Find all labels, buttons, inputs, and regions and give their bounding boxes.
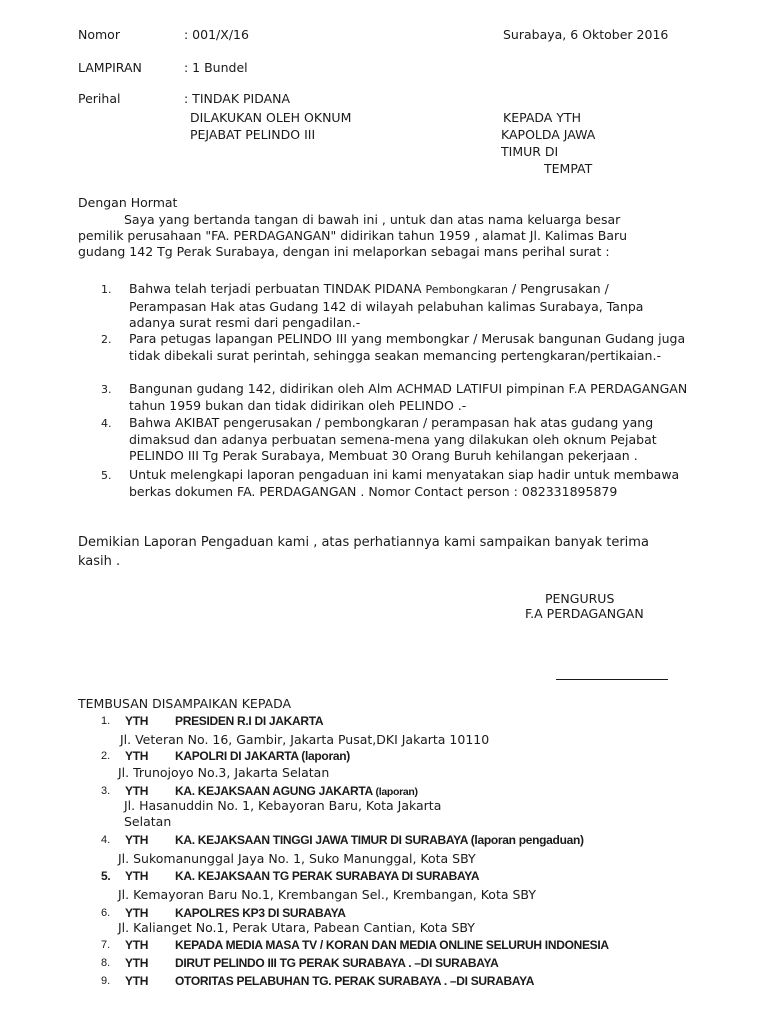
cc-number: 6. bbox=[101, 907, 111, 919]
cc-name: KAPOLRES KP3 DI SURABAYA bbox=[175, 906, 346, 920]
cc-yth: YTH bbox=[125, 974, 149, 988]
cc-address: Jl. Trunojoyo No.3, Jakarta Selatan bbox=[118, 765, 330, 780]
cc-number: 2. bbox=[101, 750, 111, 762]
lampiran-value: : 1 Bundel bbox=[184, 60, 248, 75]
cc-address: Jl. Veteran No. 16, Gambir, Jakarta Pusat,DKI Jakarta 10110 bbox=[120, 732, 490, 747]
cc-address: Jl. Hasanuddin No. 1, Kebayoran Baru, Kota Jakarta bbox=[124, 798, 442, 813]
cc-yth: YTH bbox=[125, 938, 149, 952]
cc-number: 3. bbox=[101, 785, 111, 797]
point-item: Para petugas lapangan PELINDO III yang membongkar / Merusak bangunan Gudang juga tidak dibekali surat perintah, sehingga seakan memancing pertengkaran/pertikaian.- bbox=[129, 331, 686, 363]
cc-number: 9. bbox=[101, 975, 111, 987]
perihal-line-2: DILAKUKAN OLEH OKNUM bbox=[190, 110, 352, 125]
cc-heading: TEMBUSAN DISAMPAIKAN KEPADA bbox=[78, 696, 292, 711]
cc-name: PRESIDEN R.I DI JAKARTA bbox=[175, 714, 324, 728]
greeting: Dengan Hormat bbox=[78, 195, 178, 210]
lampiran-label: LAMPIRAN bbox=[78, 60, 142, 75]
cc-yth: YTH bbox=[125, 906, 149, 920]
opening-line-2: pemilik perusahaan "FA. PERDAGANGAN" didirikan tahun 1959 , alamat Jl. Kalimas Baru bbox=[78, 228, 628, 243]
cc-yth: YTH bbox=[125, 956, 149, 970]
perihal-label: Perihal bbox=[78, 91, 121, 106]
point-item: Bahwa telah terjadi perbuatan TINDAK PIDANA Pembongkaran / Pengrusakan / Perampasan Hak atas Gudang 142 di wilayah pelabuhan kalimas Surabaya, Tanpa adanya surat resmi dari pengadilan.- bbox=[129, 281, 644, 330]
cc-number: 8. bbox=[101, 957, 111, 969]
signature-org: F.A PERDAGANGAN bbox=[525, 606, 644, 621]
place-date: Surabaya, 6 Oktober 2016 bbox=[503, 27, 669, 42]
point-number: 4. bbox=[101, 417, 112, 430]
point-item: Untuk melengkapi laporan pengaduan ini kami menyatakan siap hadir untuk membawa berkas dokumen FA. PERDAGANGAN . Nomor Contact person : 082331895879 bbox=[129, 467, 680, 499]
cc-number: 5. bbox=[101, 869, 111, 883]
perihal-line-3: PEJABAT PELINDO III bbox=[190, 127, 316, 142]
opening-line-1: Saya yang bertanda tangan di bawah ini , untuk dan atas nama keluarga besar bbox=[124, 212, 621, 227]
cc-yth: YTH bbox=[125, 833, 149, 847]
cc-yth: YTH bbox=[125, 714, 149, 728]
recipient-line-4: TEMPAT bbox=[544, 161, 593, 176]
cc-address: Jl. Kemayoran Baru No.1, Krembangan Sel., Krembangan, Kota SBY bbox=[118, 887, 536, 902]
nomor-value: : 001/X/16 bbox=[184, 27, 249, 42]
closing-line-2: kasih . bbox=[78, 554, 121, 569]
recipient-line-3: TIMUR DI bbox=[501, 144, 559, 159]
perihal-line-1: : TINDAK PIDANA bbox=[184, 91, 291, 106]
cc-name: OTORITAS PELABUHAN TG. PERAK SURABAYA . –DI SURABAYA bbox=[175, 974, 535, 988]
cc-yth: YTH bbox=[125, 869, 149, 883]
nomor-label: Nomor bbox=[78, 27, 120, 42]
cc-number: 1. bbox=[101, 715, 111, 727]
cc-yth: YTH bbox=[125, 784, 149, 798]
cc-name: KA. KEJAKSAAN TG PERAK SURABAYA DI SURABAYA bbox=[175, 869, 480, 883]
signature-title: PENGURUS bbox=[545, 591, 615, 606]
cc-name: KA. KEJAKSAAN AGUNG JAKARTA (laporan) bbox=[175, 784, 418, 798]
point-number: 5. bbox=[101, 469, 112, 482]
point-number: 2. bbox=[101, 333, 112, 346]
point-item: Bangunan gudang 142, didirikan oleh Alm ACHMAD LATIFUI pimpinan F.A PERDAGANGAN tahun 1959 bukan dan tidak didirikan oleh PELINDO .- bbox=[129, 381, 688, 413]
cc-name: KA. KEJAKSAAN TINGGI JAWA TIMUR DI SURABAYA (laporan pengaduan) bbox=[175, 833, 584, 847]
cc-address: Jl. Kalianget No.1, Perak Utara, Pabean Cantian, Kota SBY bbox=[118, 920, 475, 935]
cc-name: KEPADA MEDIA MASA TV / KORAN DAN MEDIA ONLINE SELURUH INDONESIA bbox=[175, 938, 609, 952]
point-number: 3. bbox=[101, 383, 112, 396]
point-number: 1. bbox=[101, 283, 112, 296]
signature-line bbox=[556, 679, 668, 680]
closing-line-1: Demikian Laporan Pengaduan kami , atas perhatiannya kami sampaikan banyak terima bbox=[78, 535, 649, 550]
point-item: Bahwa AKIBAT pengerusakan / pembongkaran / perampasan hak atas gudang yang dimaksud dan adanya perbuatan semena-mena yang dilakukan oleh oknum Pejabat PELINDO III Tg Perak Surabaya, Membuat 30 Orang Buruh kehilangan pekerjaan . bbox=[129, 415, 657, 463]
cc-name: DIRUT PELINDO III TG PERAK SURABAYA . –DI SURABAYA bbox=[175, 956, 499, 970]
cc-number: 7. bbox=[101, 939, 111, 951]
opening-line-3: gudang 142 Tg Perak Surabaya, dengan ini melaporkan sebagai mans perihal surat : bbox=[78, 244, 610, 259]
cc-address: Jl. Sukomanunggal Jaya No. 1, Suko Manunggal, Kota SBY bbox=[118, 851, 476, 866]
recipient-line-1: KEPADA YTH bbox=[503, 110, 581, 125]
recipient-line-2: KAPOLDA JAWA bbox=[501, 127, 596, 142]
cc-address: Selatan bbox=[124, 814, 172, 829]
cc-number: 4. bbox=[101, 834, 111, 846]
cc-yth: YTH bbox=[125, 749, 149, 763]
cc-name: KAPOLRI DI JAKARTA (laporan) bbox=[175, 749, 350, 763]
